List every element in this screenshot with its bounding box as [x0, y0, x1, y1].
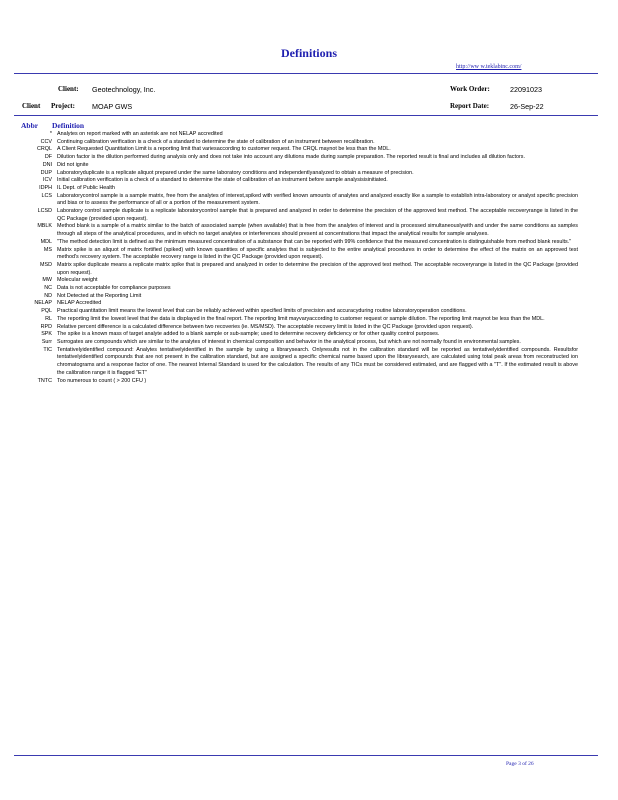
definition-row: [14, 170, 598, 178]
definition-abbr: PQL: [41, 308, 52, 315]
footer-rule: [14, 755, 598, 756]
definition-row: [14, 347, 598, 378]
definition-text: Data is not acceptable for compliance purposes: [57, 285, 171, 292]
report-date-label: Report Date:: [450, 102, 490, 110]
definition-abbr: CRQL: [37, 146, 52, 153]
definition-text: Too numerous to count ( > 200 CFU ): [57, 377, 147, 384]
project-value: MOAP GWS: [92, 102, 133, 111]
definition-row: [14, 324, 598, 332]
definition-row: [14, 193, 598, 208]
definitions-list: [14, 131, 598, 385]
definition-row: [14, 308, 598, 316]
definition-text: Tentativelyidentified compound: Analytes tentativelyidentified in the sample by using a librarysearch. Onlyresults not in the calibration standard will be reported as tentativelyidentified compounds. Resultsfor tentativelyidentified compounds that are not present in the calibration standard, but are assigned a specific chemical name based upon the librarysearch, are calculated using total peak areas from reconstructed ion chromatograms and a response factor of one. The nearest Internal Standard is used for the calculation. The results of any TICs must be considered estimated, and are flagged with a "T". If the estimated result is above the calibration range it is flagged "ET": [57, 346, 578, 376]
definition-row: [14, 139, 598, 147]
definition-abbr: RL: [45, 315, 52, 322]
definition-text: Molecular weight: [57, 277, 98, 284]
definition-abbr: CCV: [40, 138, 52, 145]
definition-row: [14, 131, 598, 139]
definition-text: Did not ignite: [57, 161, 89, 168]
definition-abbr: ICV: [43, 177, 52, 184]
definition-row: [14, 339, 598, 347]
definition-row: [14, 162, 598, 170]
definition-row: [14, 223, 598, 238]
header-top-rule: [14, 73, 598, 74]
work-order-value: 22091023: [510, 85, 542, 94]
client-project-prefix: Client: [22, 102, 41, 110]
definition-text: Laboratorycontrol sample is a sample matrix, free from the analytes of interest,spiked with verified known amounts of analytes and analyzed exactly like a sample to establish intra-laboratory or analyst specific precision and bias or to assess the performance of all or a portion of the measurement system.: [57, 192, 578, 207]
definition-abbr: MW: [42, 277, 52, 284]
definition-text: "The method detection limit is defined as the minimum measured concentration of a substance that can be reported with 99% confidence that the measured concentration is distinguishable from method blank results.": [57, 238, 572, 245]
definition-abbr: DF: [44, 154, 52, 161]
report-date-value: 26-Sep-22: [510, 102, 544, 111]
definition-row: [14, 239, 598, 247]
header-bottom-rule: [14, 115, 598, 116]
definition-row: [14, 177, 598, 185]
definition-abbr: LCS: [41, 192, 52, 199]
definition-row: [14, 285, 598, 293]
definition-row: [14, 316, 598, 324]
definition-text: The spike is a known mass of target analyte added to a blank sample or sub-sample; used to determine recovery deficiency or for other quality control purposes.: [57, 331, 440, 338]
definition-abbr: MS: [43, 246, 52, 253]
definition-row: [14, 262, 598, 277]
definition-abbr: TIC: [43, 346, 52, 353]
definition-row: [14, 293, 598, 301]
definition-abbr: NC: [44, 285, 52, 292]
definition-abbr: RPD: [40, 323, 52, 330]
definition-row: [14, 300, 598, 308]
client-value: Geotechnology, Inc.: [92, 85, 156, 94]
definition-abbr: Surr: [41, 338, 52, 345]
definition-text: Dilution factor is the dilution performed during analysis only and does not take into account any dilutions made during sample preparation. The reported result is final and includes all dilution factors.: [57, 154, 525, 161]
definition-abbr: DNI: [42, 161, 52, 168]
definition-abbr: *: [49, 131, 52, 137]
definition-column-header: Definition: [52, 121, 85, 130]
definition-row: [14, 154, 598, 162]
definition-text: The reporting limit the lowest level that the data is displayed in the final report. The reporting limit mayvaryaccording to customer request or sample dilution. The reporting limit maynot be less than the MDL.: [57, 315, 545, 322]
definition-row: [14, 146, 598, 154]
definition-text: A Client Requested Quantitation Limit is a reporting limit that variesaccording to customer request. The CRQL maynot be less than the MDL.: [57, 146, 391, 153]
page-number: Page 3 of 26: [506, 761, 534, 767]
page-title: Definitions: [280, 46, 337, 60]
definition-abbr: TNTC: [37, 377, 52, 384]
work-order-label: Work Order:: [450, 85, 490, 93]
client-label: Client:: [58, 85, 79, 93]
definition-text: IL Dept. of Public Health: [57, 184, 115, 191]
project-label: Project:: [51, 102, 75, 110]
definition-abbr: SPK: [41, 331, 52, 338]
website-link[interactable]: http://ww w.teklabinc.com/: [456, 64, 522, 70]
definition-text: Initial calibration verification is a check of a standard to determine the state of calibration of an instrument before sample analysisisinitiated.: [57, 177, 388, 184]
definition-abbr: MBLK: [37, 223, 52, 230]
definition-row: [14, 277, 598, 285]
definition-abbr: NELAP: [34, 300, 52, 307]
abbr-column-header: Abbr: [21, 121, 39, 130]
definition-text: NELAP Accredited: [57, 300, 102, 307]
definition-text: Matrix spike duplicate means a replicate matrix spike that is prepared and analyzed in order to determine the precision of the approved test method. The acceptable recoveryrange is listed in the QC Package (provided upon request).: [57, 261, 578, 276]
definition-text: Relative percent difference is a calculated difference between two recoveries (ie. MS/MSD). The acceptable recovery limit is listed in the QC Package (provided upon request).: [57, 323, 474, 330]
definition-text: Continuing calibration verification is a check of a standard to determine the state of calibration of an instrument between recalibration.: [57, 138, 375, 145]
definition-row: [14, 185, 598, 193]
definition-text: Analytes on report marked with an asterisk are not NELAP accredited: [57, 131, 223, 137]
definition-row: [14, 208, 598, 223]
definition-abbr: MDL: [40, 238, 52, 245]
definition-abbr: MSD: [40, 261, 52, 268]
definition-text: Laboratory control sample duplicate is a replicate laboratorycontrol sample that is prepared and analyzed in order to determine the precision of the approved test method. The acceptable recoveryrange is listed in the QC Package (provided upon request).: [57, 208, 578, 222]
definition-abbr: IDPH: [39, 184, 52, 191]
definition-row: [14, 378, 598, 386]
definition-abbr: ND: [44, 292, 52, 299]
definition-abbr: DUP: [40, 169, 52, 176]
definition-text: Surrogates are compounds which are similar to the analytes of interest in chemical composition and behavior in the analytical process, but which are not normally found in environmental samples.: [57, 338, 521, 345]
definition-row: [14, 331, 598, 339]
definition-text: Not Detected at the Reporting Limit: [57, 292, 142, 299]
definition-text: Method blank is a sample of a matrix similar to the batch of associated sample (when available) that is free from the analytes of interest and is processed simultaneouslywith and under the same conditions as samples through all steps of the analytical procedures, and in which no target analytes or interferences should present at concentrations that impact the analytical results for sample analyses.: [57, 223, 578, 238]
definition-text: Practical quantitation limit means the lowest level that can be reliably achieved within specified limits of precision and accuracyduring routine laboratoryoperation conditions.: [57, 308, 467, 315]
definition-text: Matrix spike is an aliquot of matrix fortified (spiked) with known quantities of specific analytes that is subjected to the entire analytical procedures in order to determine the effect of the matrix on an approved test method's recovery system. The acceptable recovery range is listed in the QC Package (provided upon request).: [57, 246, 578, 261]
definition-text: Laboratoryduplicate is a replicate aliquot prepared under the same laboratory conditions and independentlyanalyzed to obtain a measure of precision.: [57, 169, 414, 176]
definition-abbr: LCSD: [37, 208, 52, 215]
definition-row: [14, 247, 598, 262]
